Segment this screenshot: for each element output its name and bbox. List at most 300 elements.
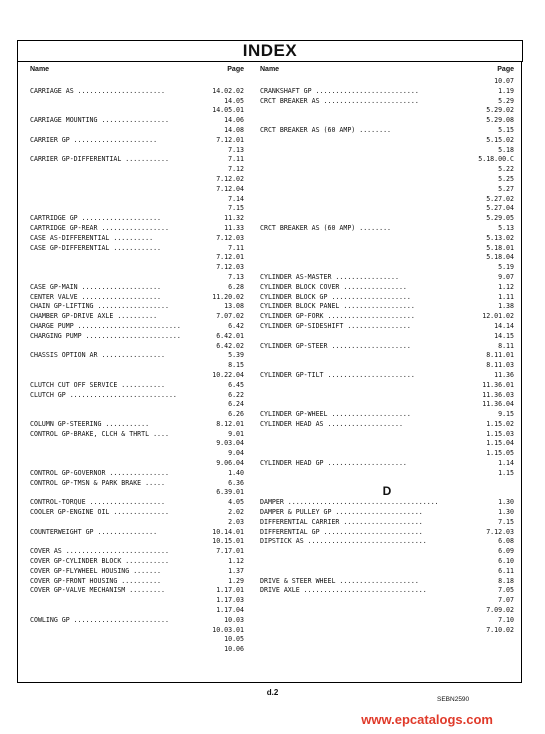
index-entry xyxy=(30,204,244,214)
index-entry-page: 1.15 xyxy=(498,468,514,477)
index-entry xyxy=(30,175,244,185)
index-entry-page: 14.05.01 xyxy=(212,106,244,115)
index-entry-name: CONTROL-TORQUE ................... xyxy=(30,498,165,507)
index-entry-page: 6.42.02 xyxy=(216,341,244,350)
index-entry-page: 5.27 xyxy=(498,184,514,193)
index-entry-page: 1.15.02 xyxy=(486,419,514,428)
index-entry-page: 5.29.05 xyxy=(486,214,514,223)
index-entry-page: 7.11 xyxy=(228,155,244,164)
index-entry-name: CYLINDER GP-STEER .................... xyxy=(260,341,411,350)
index-entry xyxy=(30,136,244,146)
left-header-name: Name xyxy=(30,66,50,73)
index-entry xyxy=(30,371,244,381)
index-entry-name: CHASSIS OPTION AR ................ xyxy=(30,351,165,360)
index-entry-name: COOLER GP-ENGINE OIL .............. xyxy=(30,508,169,517)
right-index-entries-c xyxy=(260,77,514,479)
index-entry-page: 7.12.03 xyxy=(216,233,244,242)
index-entry-name: CHAMBER GP-DRIVE AXLE .......... xyxy=(30,312,158,321)
index-entry xyxy=(260,283,514,293)
index-entry-name: CLUTCH CUT OFF SERVICE ........... xyxy=(30,380,165,389)
index-entry xyxy=(30,97,244,107)
index-entry xyxy=(260,498,514,508)
index-entry xyxy=(260,244,514,254)
index-entry-page: 11.36.01 xyxy=(482,380,514,389)
index-entry-page: 9.04 xyxy=(228,449,244,458)
index-entry-name: DAMPER ...................................... xyxy=(260,498,439,507)
index-entry xyxy=(260,87,514,97)
index-entry xyxy=(260,263,514,273)
index-entry-name: CASE AS-DIFFERENTIAL .......... xyxy=(30,233,154,242)
index-entry xyxy=(260,626,514,636)
index-entry-page: 6.45 xyxy=(228,380,244,389)
index-entry-name: CONTROL GP-TMSN & PARK BRAKE ..... xyxy=(30,478,165,487)
index-entry xyxy=(260,508,514,518)
index-entry xyxy=(260,439,514,449)
index-entry xyxy=(260,381,514,391)
index-entry-page: 10.07 xyxy=(494,77,514,85)
index-entry-name: CYLINDER AS-MASTER ................ xyxy=(260,272,399,281)
index-entry-name: CONTROL GP-GOVERNOR ............... xyxy=(30,468,169,477)
index-entry-name: COVER GP-FRONT HOUSING .......... xyxy=(30,576,162,585)
index-entry-page: 7.12 xyxy=(228,165,244,174)
index-entry-name: CARRIER GP ..................... xyxy=(30,135,158,144)
index-entry-page: 9.01 xyxy=(228,429,244,438)
index-entry-page: 7.17.01 xyxy=(216,547,244,556)
index-entry xyxy=(260,136,514,146)
index-entry-name: CYLINDER BLOCK COVER ................ xyxy=(260,282,407,291)
index-entry xyxy=(260,185,514,195)
frame-left-border xyxy=(17,62,18,683)
index-entry xyxy=(260,322,514,332)
index-entry-page: 11.36.03 xyxy=(482,390,514,399)
index-entry-page: 7.05 xyxy=(498,586,514,595)
index-entry-page: 1.17.04 xyxy=(216,606,244,615)
index-entry xyxy=(30,234,244,244)
index-entry xyxy=(260,97,514,107)
index-entry-page: 5.18.04 xyxy=(486,253,514,262)
index-entry xyxy=(30,518,244,528)
index-entry xyxy=(30,635,244,645)
index-entry-page: 2.03 xyxy=(228,517,244,526)
index-entry xyxy=(260,342,514,352)
index-entry xyxy=(30,351,244,361)
index-entry xyxy=(260,391,514,401)
index-entry xyxy=(30,273,244,283)
index-entry-name: CHARGE PUMP .......................... xyxy=(30,321,181,330)
index-entry xyxy=(30,146,244,156)
index-entry-page: 6.26 xyxy=(228,410,244,419)
index-entry-page: 1.12 xyxy=(498,282,514,291)
index-entry-page: 10.22.04 xyxy=(212,370,244,379)
index-entry-page: 1.38 xyxy=(498,302,514,311)
index-entry-name: CHAIN GP-LIFTING .................. xyxy=(30,302,169,311)
index-entry xyxy=(30,293,244,303)
index-entry-name: CASE GP-DIFFERENTIAL ............ xyxy=(30,243,162,252)
index-entry-page: 1.19 xyxy=(498,86,514,95)
index-entry xyxy=(30,459,244,469)
index-entry-name: COVER GP-FLYWHEEL HOUSING ....... xyxy=(30,566,162,575)
index-entry-name: CYLINDER BLOCK PANEL .................. xyxy=(260,302,415,311)
index-entry-page: 9.07 xyxy=(498,272,514,281)
index-entry xyxy=(260,449,514,459)
index-entry-page: 5.29.02 xyxy=(486,106,514,115)
index-entry xyxy=(30,391,244,401)
index-entry-name: CARRIAGE MOUNTING ................. xyxy=(30,116,169,125)
index-entry xyxy=(30,400,244,410)
index-entry-page: 8.11 xyxy=(498,341,514,350)
index-entry-page: 5.22 xyxy=(498,165,514,174)
index-entry xyxy=(260,195,514,205)
index-entry xyxy=(30,312,244,322)
index-entry-page: 5.29 xyxy=(498,96,514,105)
index-entry xyxy=(30,596,244,606)
index-entry xyxy=(260,302,514,312)
index-entry xyxy=(260,459,514,469)
index-entry-page: 5.27.04 xyxy=(486,204,514,213)
index-entry xyxy=(260,351,514,361)
index-entry-page: 14.08 xyxy=(224,125,244,134)
index-entry-name: COVER AS .......................... xyxy=(30,547,169,556)
index-entry xyxy=(260,146,514,156)
watermark-logo: www.epcatalogs.com xyxy=(361,712,493,727)
frame-right-border xyxy=(521,62,522,683)
left-index-entries xyxy=(30,77,244,655)
index-entry-page: 1.30 xyxy=(498,498,514,507)
index-entry-page: 14.02.02 xyxy=(212,86,244,95)
index-entry xyxy=(260,106,514,116)
left-index-column xyxy=(30,65,244,655)
index-entry xyxy=(30,498,244,508)
index-entry xyxy=(30,195,244,205)
index-entry-page: 13.08 xyxy=(224,302,244,311)
index-entry-page: 6.22 xyxy=(228,390,244,399)
index-entry-page: 2.02 xyxy=(228,508,244,517)
index-entry xyxy=(30,263,244,273)
index-entry xyxy=(30,430,244,440)
index-entry-name: COVER GP-VALVE MECHANISM ......... xyxy=(30,586,165,595)
index-entry-page: 5.15.02 xyxy=(486,135,514,144)
section-d-heading-row xyxy=(260,479,514,499)
index-entry-page: 10.03 xyxy=(224,615,244,624)
index-entry-name: CLUTCH GP ........................... xyxy=(30,390,177,399)
index-entry-page: 6.08 xyxy=(498,537,514,546)
index-entry xyxy=(260,293,514,303)
index-entry xyxy=(30,155,244,165)
index-entry-page: 1.11 xyxy=(498,292,514,301)
index-entry-name: CYLINDER GP-SIDESHIFT ................ xyxy=(260,321,411,330)
index-entry-page: 5.39 xyxy=(228,351,244,360)
index-entry-page: 5.18.00.C xyxy=(478,155,514,164)
index-entry-page: 7.09.02 xyxy=(486,606,514,615)
index-entry xyxy=(30,332,244,342)
index-entry-page: 1.15.04 xyxy=(486,439,514,448)
index-entry-page: 1.14 xyxy=(498,459,514,468)
index-entry-name: CYLINDER GP-TILT ...................... xyxy=(260,370,415,379)
left-column-header xyxy=(30,65,244,77)
index-entry-page: 8.15 xyxy=(228,361,244,370)
index-entry-name: COUNTERWEIGHT GP ............... xyxy=(30,527,158,536)
index-entry-name: CRANKSHAFT GP .......................... xyxy=(260,86,419,95)
index-entry xyxy=(30,537,244,547)
index-entry-page: 7.12.03 xyxy=(216,263,244,272)
index-entry xyxy=(30,645,244,655)
index-entry-page: 6.28 xyxy=(228,282,244,291)
index-entry-page: 10.06 xyxy=(224,645,244,654)
index-entry-page: 8.12.01 xyxy=(216,419,244,428)
index-entry-page: 4.05 xyxy=(228,498,244,507)
index-entry xyxy=(260,165,514,175)
index-entry-name: CARRIER GP-DIFFERENTIAL ........... xyxy=(30,155,169,164)
index-entry xyxy=(260,371,514,381)
index-entry xyxy=(30,283,244,293)
index-title-box xyxy=(17,40,523,62)
right-index-column xyxy=(260,65,514,635)
index-entry xyxy=(260,616,514,626)
index-entry-page: 1.17.01 xyxy=(216,586,244,595)
index-entry-page: 1.12 xyxy=(228,557,244,566)
index-entry-page: 7.10 xyxy=(498,615,514,624)
index-entry xyxy=(30,586,244,596)
index-entry xyxy=(30,214,244,224)
index-entry xyxy=(260,547,514,557)
index-entry xyxy=(30,342,244,352)
index-entry-page: 7.14 xyxy=(228,194,244,203)
index-entry-page: 8.18 xyxy=(498,576,514,585)
right-index-entries-d xyxy=(260,498,514,635)
index-entry-page: 14.06 xyxy=(224,116,244,125)
index-entry xyxy=(260,577,514,587)
index-entry-page: 7.07.02 xyxy=(216,312,244,321)
index-entry xyxy=(260,528,514,538)
index-entry xyxy=(30,557,244,567)
index-entry-name: DIFFERENTIAL CARRIER .................... xyxy=(260,517,423,526)
index-entry-page: 6.42.01 xyxy=(216,331,244,340)
index-entry-name: COLUMN GP-STEERING ........... xyxy=(30,419,150,428)
index-entry-name: CYLINDER GP-WHEEL .................... xyxy=(260,410,411,419)
index-entry-page: 5.18 xyxy=(498,145,514,154)
index-entry xyxy=(30,479,244,489)
frame-bottom-border xyxy=(17,682,522,683)
index-entry-page: 7.12.01 xyxy=(216,253,244,262)
index-entry-page: 5.27.02 xyxy=(486,194,514,203)
index-entry xyxy=(30,577,244,587)
index-entry xyxy=(260,204,514,214)
index-entry-page: 14.05 xyxy=(224,96,244,105)
index-entry-page: 7.12.04 xyxy=(216,184,244,193)
index-entry-name: DRIVE AXLE ............................... xyxy=(260,586,427,595)
index-entry-page: 11.36.04 xyxy=(482,400,514,409)
right-header-page: Page xyxy=(497,66,514,73)
index-entry-page: 1.29 xyxy=(228,576,244,585)
index-entry-page: 5.15 xyxy=(498,125,514,134)
index-entry xyxy=(260,420,514,430)
index-entry-page: 8.11.03 xyxy=(486,361,514,370)
index-entry-page: 1.17.03 xyxy=(216,596,244,605)
index-entry-name: CRCT BREAKER AS ........................ xyxy=(260,96,419,105)
page-number: d.2 xyxy=(266,688,279,697)
index-entry-page: 6.09 xyxy=(498,547,514,556)
index-entry-page: 7.10.02 xyxy=(486,625,514,634)
index-entry-page: 10.05 xyxy=(224,635,244,644)
index-entry xyxy=(30,410,244,420)
index-entry-page: 5.13 xyxy=(498,223,514,232)
index-entry-page: 6.11 xyxy=(498,566,514,575)
index-entry xyxy=(30,116,244,126)
index-entry xyxy=(260,469,514,479)
index-entry-name: DAMPER & PULLEY GP ...................... xyxy=(260,508,423,517)
index-entry-page: 1.15.03 xyxy=(486,429,514,438)
left-header-page: Page xyxy=(227,66,244,73)
index-entry xyxy=(30,165,244,175)
index-entry xyxy=(30,469,244,479)
right-header-name: Name xyxy=(260,66,280,73)
index-entry-name: CARRIAGE AS ...................... xyxy=(30,86,165,95)
document-code: SEBN2590 xyxy=(437,696,470,703)
index-entry xyxy=(30,185,244,195)
index-entry xyxy=(30,302,244,312)
index-entry xyxy=(260,77,514,87)
index-entry-page: 7.07 xyxy=(498,596,514,605)
index-entry-name: CRCT BREAKER AS (60 AMP) ........ xyxy=(260,223,392,232)
index-entry xyxy=(30,106,244,116)
index-entry xyxy=(260,537,514,547)
index-entry xyxy=(30,322,244,332)
index-entry xyxy=(260,518,514,528)
index-entry xyxy=(30,567,244,577)
index-entry-page: 1.37 xyxy=(228,566,244,575)
index-entry-name: CRCT BREAKER AS (60 AMP) ........ xyxy=(260,125,392,134)
index-entry xyxy=(30,87,244,97)
index-entry-page: 6.39.01 xyxy=(216,488,244,497)
index-entry xyxy=(30,439,244,449)
index-entry-page: 9.03.04 xyxy=(216,439,244,448)
index-entry-name: COWLING GP ........................ xyxy=(30,615,169,624)
index-entry-page: 7.12.02 xyxy=(216,174,244,183)
index-entry-page: 9.06.04 xyxy=(216,459,244,468)
index-entry-page: 14.15 xyxy=(494,331,514,340)
index-entry xyxy=(260,557,514,567)
index-entry xyxy=(260,155,514,165)
index-entry xyxy=(260,116,514,126)
index-entry-page: 11.36 xyxy=(494,370,514,379)
index-entry xyxy=(260,332,514,342)
index-entry xyxy=(260,175,514,185)
index-entry-page: 7.11 xyxy=(228,243,244,252)
index-entry-page: 6.10 xyxy=(498,557,514,566)
index-entry-page: 9.15 xyxy=(498,410,514,419)
index-entry xyxy=(30,547,244,557)
index-entry xyxy=(30,126,244,136)
index-entry xyxy=(260,596,514,606)
index-entry-name: CYLINDER GP-FORK ...................... xyxy=(260,312,415,321)
index-entry xyxy=(260,586,514,596)
index-entry xyxy=(260,312,514,322)
index-entry xyxy=(30,488,244,498)
index-entry-name: CYLINDER BLOCK GP .................... xyxy=(260,292,411,301)
index-entry-name: COVER GP-CYLINDER BLOCK ........... xyxy=(30,557,169,566)
index-entry-page: 1.40 xyxy=(228,468,244,477)
index-entry xyxy=(30,244,244,254)
index-entry-page: 5.18.01 xyxy=(486,243,514,252)
index-entry-page: 7.15 xyxy=(498,517,514,526)
index-entry-page: 7.13 xyxy=(228,145,244,154)
index-entry xyxy=(260,224,514,234)
index-entry-page: 6.42 xyxy=(228,321,244,330)
index-entry-page: 7.15 xyxy=(228,204,244,213)
index-entry-name: CARTRIDGE GP .................... xyxy=(30,214,162,223)
index-entry-name: DIPSTICK AS .............................. xyxy=(260,537,427,546)
index-entry-page: 11.33 xyxy=(224,223,244,232)
index-entry-page: 7.13 xyxy=(228,272,244,281)
index-entry xyxy=(30,449,244,459)
index-entry-page: 7.12.03 xyxy=(486,527,514,536)
index-entry-page: 5.29.08 xyxy=(486,116,514,125)
index-entry-page: 6.24 xyxy=(228,400,244,409)
index-entry xyxy=(260,567,514,577)
index-entry xyxy=(260,606,514,616)
index-entry-name: CONTROL GP-BRAKE, CLCH & THRTL .... xyxy=(30,429,169,438)
index-entry xyxy=(30,77,244,87)
index-entry-page: 5.25 xyxy=(498,174,514,183)
index-entry-name: CYLINDER HEAD GP .................... xyxy=(260,459,407,468)
index-entry-name: DRIVE & STEER WHEEL .................... xyxy=(260,576,419,585)
index-entry-page: 10.15.01 xyxy=(212,537,244,546)
index-entry-page: 11.32 xyxy=(224,214,244,223)
index-title: INDEX xyxy=(242,41,298,60)
index-entry-page: 5.19 xyxy=(498,263,514,272)
index-entry xyxy=(260,234,514,244)
index-entry xyxy=(30,224,244,234)
index-entry-name: DIFFERENTIAL GP ......................... xyxy=(260,527,423,536)
index-entry xyxy=(30,508,244,518)
index-entry xyxy=(30,253,244,263)
index-entry xyxy=(30,626,244,636)
index-entry xyxy=(30,616,244,626)
index-entry xyxy=(260,400,514,410)
index-entry xyxy=(260,430,514,440)
index-entry-page: 8.11.01 xyxy=(486,351,514,360)
section-d-heading: D xyxy=(382,483,392,498)
index-entry-page: 14.14 xyxy=(494,321,514,330)
index-entry xyxy=(30,361,244,371)
index-entry-name: CASE GP-MAIN .................... xyxy=(30,282,162,291)
index-entry xyxy=(30,528,244,538)
index-entry xyxy=(260,253,514,263)
index-entry-page: 11.20.02 xyxy=(212,292,244,301)
right-column-header xyxy=(260,65,514,77)
index-entry-name: CARTRIDGE GP-REAR ................. xyxy=(30,223,169,232)
index-entry-name: CYLINDER HEAD AS ................... xyxy=(260,419,403,428)
index-entry-page: 1.30 xyxy=(498,508,514,517)
index-entry-page: 6.36 xyxy=(228,478,244,487)
index-entry-page: 10.03.01 xyxy=(212,625,244,634)
index-entry xyxy=(260,361,514,371)
index-entry xyxy=(30,420,244,430)
index-entry xyxy=(30,381,244,391)
index-entry-name: CENTER VALVE .................... xyxy=(30,292,162,301)
index-entry-page: 7.12.01 xyxy=(216,135,244,144)
index-entry xyxy=(260,273,514,283)
index-entry-name: CHARGING PUMP ........................ xyxy=(30,331,181,340)
index-entry-page: 12.01.02 xyxy=(482,312,514,321)
index-entry-page: 1.15.05 xyxy=(486,449,514,458)
index-entry xyxy=(260,126,514,136)
index-entry-page: 10.14.01 xyxy=(212,527,244,536)
index-entry xyxy=(30,606,244,616)
index-entry-page: 5.13.02 xyxy=(486,233,514,242)
index-entry xyxy=(260,214,514,224)
index-entry xyxy=(260,410,514,420)
